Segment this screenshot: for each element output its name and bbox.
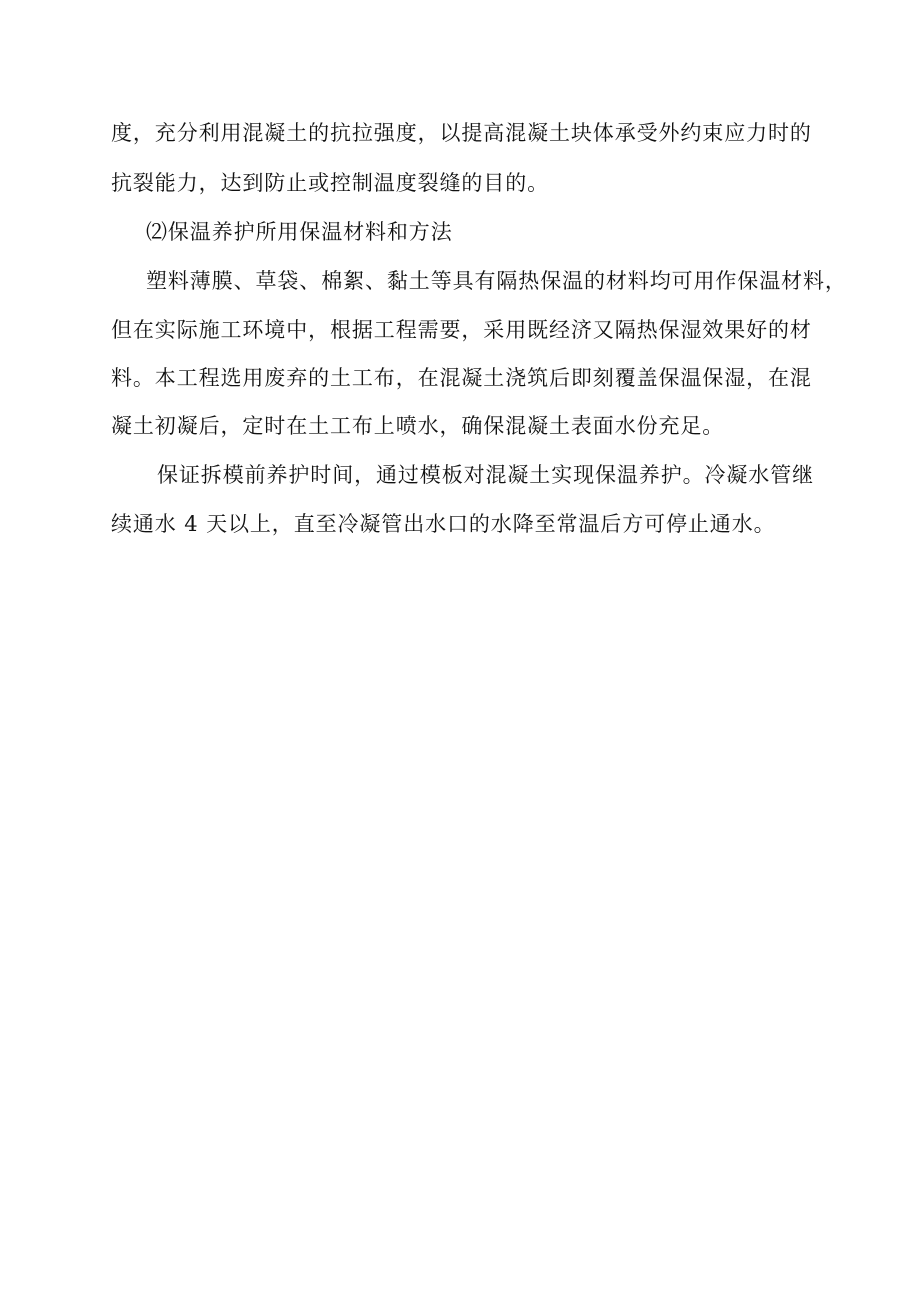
paragraph-line: 续通水 4 天以上，直至冷凝管出水口的水降至常温后方可停止通水。	[111, 512, 776, 536]
paragraph-line: 保证拆模前养护时间，通过模板对混凝土实现保温养护。冷凝水管继	[157, 463, 814, 487]
paragraph-line: 抗裂能力，达到防止或控制温度裂缝的目的。	[111, 171, 549, 195]
paragraph-line: 但在实际施工环境中，根据工程需要，采用既经济又隔热保湿效果好的材	[111, 318, 812, 342]
paragraph-line: 料。本工程选用废弃的土工布，在混凝土浇筑后即刻覆盖保温保湿，在混	[111, 366, 812, 390]
paragraph-line: 度，充分利用混凝土的抗拉强度，以提高混凝土块体承受外约束应力时的	[111, 121, 812, 145]
section-heading: ⑵保温养护所用保温材料和方法	[146, 220, 453, 244]
paragraph-line: 塑料薄膜、草袋、棉絮、黏土等具有隔热保温的材料均可用作保温材料，	[146, 269, 847, 293]
paragraph-line: 凝土初凝后，定时在土工布上喷水，确保混凝土表面水份充足。	[111, 414, 725, 438]
